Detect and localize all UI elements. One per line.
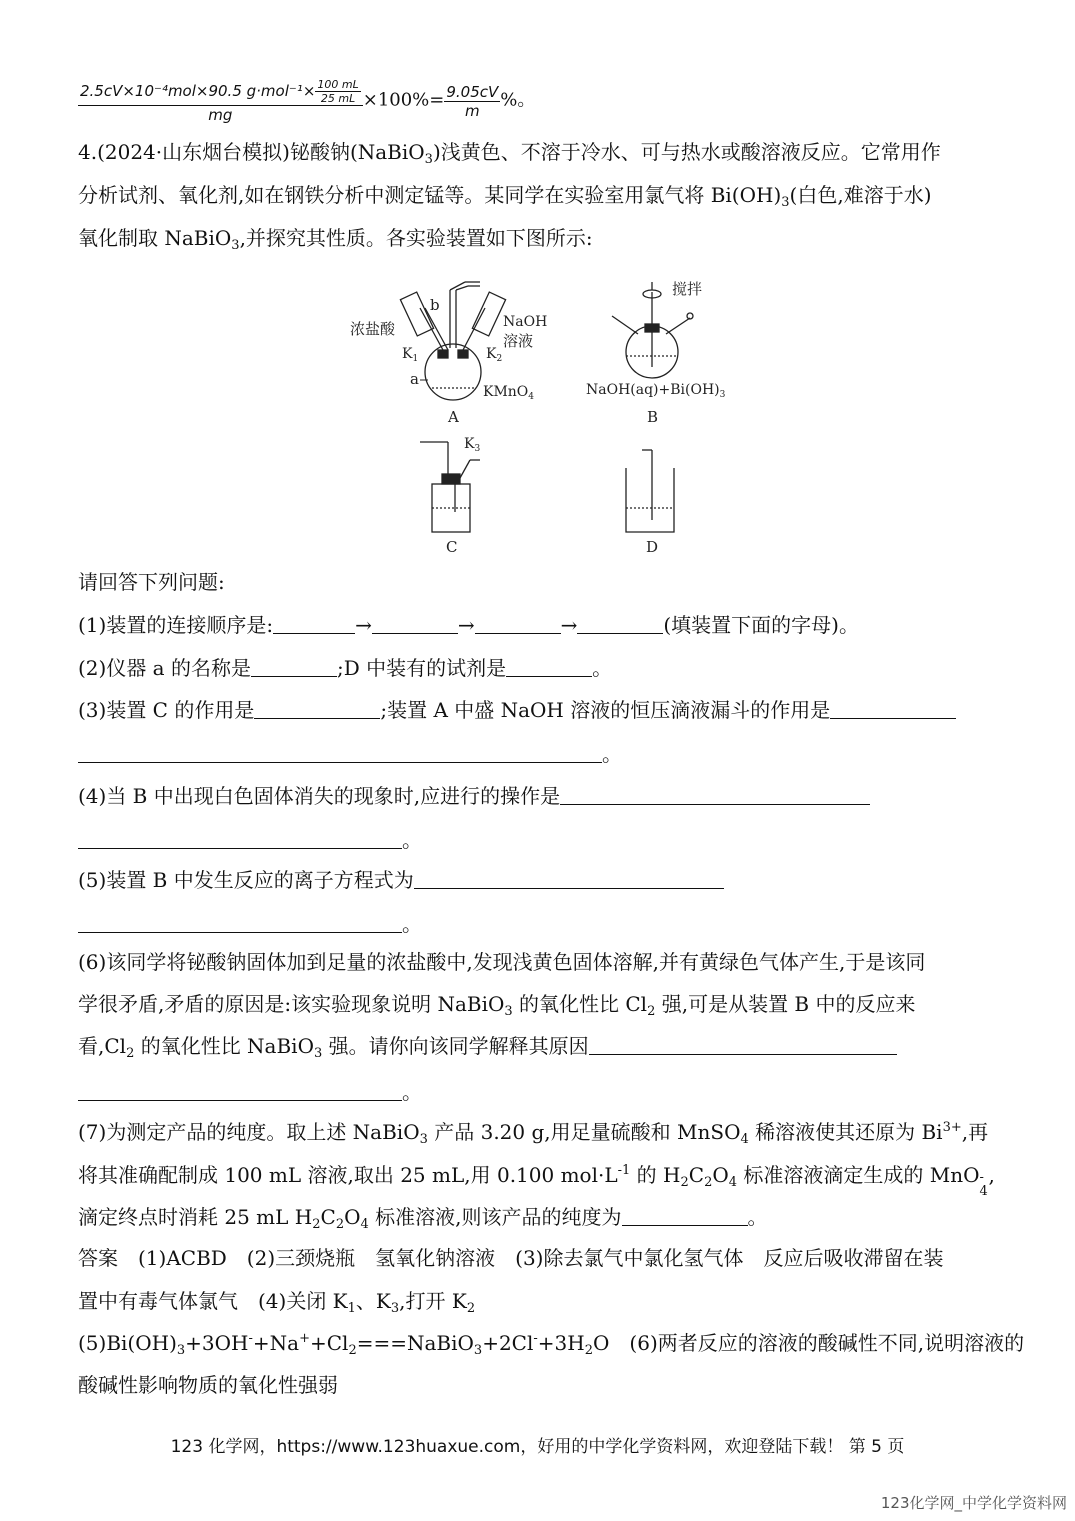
answer-blank[interactable] xyxy=(273,613,355,634)
answer-blank[interactable] xyxy=(560,784,870,805)
answer-blank[interactable] xyxy=(506,656,592,677)
question-3-cont: 。 xyxy=(78,740,622,768)
answer-blank[interactable] xyxy=(78,1080,402,1101)
label-b-mixture: $NaOH(aq)+Bi(OH)_3$ xyxy=(586,382,726,400)
answer-blank[interactable] xyxy=(251,656,337,677)
question-1: (1)装置的连接顺序是: → → → (填装置下面的字母)。 xyxy=(78,613,859,637)
label-k1: $K_1$ xyxy=(402,346,419,364)
answer-blank[interactable] xyxy=(414,868,724,889)
answer-line-2: 置中有毒气体氯气 (4)关闭 $K_1$、$K_3$,打开 $K_2$ xyxy=(78,1289,476,1316)
answer-blank[interactable] xyxy=(589,1034,897,1055)
label-a: a xyxy=(410,370,419,388)
label-naoh: NaOH xyxy=(503,314,548,330)
label-conc-hcl: 浓盐酸 xyxy=(350,320,396,338)
answer-blank[interactable] xyxy=(254,698,380,719)
question-5: (5)装置 B 中发生反应的离子方程式为 xyxy=(78,866,724,894)
question-7-line-2: 将其准确配制成 100 mL 溶液,取出 25 mL,用 0.100 $mol\cdot L^{-1}$ 的 $H_2C_2O_4$ 标准溶液滴定生成的 MnO - 4 , xyxy=(78,1163,995,1199)
question-7-line-1: (7)为测定产品的纯度。取上述 NaBiO$_3$ 产品 3.20 g,用足量硫酸和 MnSO$_4$ 稀溶液使其还原为 $Bi^{3+}$,再 xyxy=(78,1120,989,1147)
apparatus-c xyxy=(420,442,480,532)
label-k3: $K_3$ xyxy=(464,436,481,454)
label-b: b xyxy=(430,296,440,314)
label-D: D xyxy=(646,538,659,556)
answer-line-4: 酸碱性影响物质的氧化性强弱 xyxy=(78,1373,338,1397)
label-kmno4: KMnO$_4$ xyxy=(483,384,535,402)
apparatus-d xyxy=(626,450,674,532)
purity-formula: 2.5cV×10⁻⁴mol×90.5 g·mol⁻¹× $\frac{100 mL}{25 mL}$ mg ×100%= $\frac{9.05cV}{m}$ %。 xyxy=(80,78,536,124)
q4-line-1: 4.(2024·山东烟台模拟)铋酸钠(NaBiO$_3$)浅黄色、不溶于冷水、可与热水或酸溶液反应。它常用作 xyxy=(78,140,941,167)
question-5-cont: 。 xyxy=(78,910,422,938)
label-A: A xyxy=(448,408,459,426)
question-2: (2)仪器 a 的名称是 ;D 中装有的试剂是 。 xyxy=(78,656,613,680)
label-B: B xyxy=(647,408,659,426)
answer-blank[interactable] xyxy=(372,613,458,634)
answer-blank[interactable] xyxy=(78,742,602,763)
question-4-cont: 。 xyxy=(78,826,422,854)
apparatus-figure xyxy=(340,272,740,562)
q4-line-3: 氧化制取 NaBiO$_3$,并探究其性质。各实验装置如下图所示: xyxy=(78,226,593,253)
questions-intro: 请回答下列问题: xyxy=(78,570,225,594)
question-7-line-3: 滴定终点时消耗 25 mL $H_2C_2O_4$ 标准溶液,则该产品的纯度为 。 xyxy=(78,1205,768,1232)
question-3: (3)装置 C 的作用是 ;装置 A 中盛 NaOH 溶液的恒压滴液漏斗的作用是 xyxy=(78,696,956,724)
answer-line-1: 答案 (1)ACBD (2)三颈烧瓶 氢氧化钠溶液 (3)除去氯气中氯化氢气体 反应后吸收滞留在装 xyxy=(78,1246,944,1270)
answer-blank[interactable] xyxy=(475,613,561,634)
label-stir: 搅拌 xyxy=(672,280,703,298)
answer-blank[interactable] xyxy=(577,613,663,634)
label-solution: 溶液 xyxy=(503,332,534,350)
question-6-cont: 。 xyxy=(78,1078,422,1106)
watermark: 123化学网_中学化学资料网 xyxy=(880,1494,1067,1512)
label-C: C xyxy=(446,538,458,556)
question-6-line-1: (6)该同学将铋酸钠固体加到足量的浓盐酸中,发现浅黄色固体溶解,并有黄绿色气体产生,于是该同 xyxy=(78,950,926,974)
page-footer: 123 化学网，https://www.123huaxue.com，好用的中学化学资料网，欢迎登陆下载！ 第 5 页 xyxy=(170,1437,905,1457)
question-6-line-3: 看$,Cl_2$ 的氧化性比 NaBiO$_3$ 强。请你向该同学解释其原因 xyxy=(78,1032,897,1060)
answer-blank[interactable] xyxy=(830,698,956,719)
answer-blank[interactable] xyxy=(78,912,402,933)
q4-line-2: 分析试剂、氧化剂,如在钢铁分析中测定锰等。某同学在实验室用氯气将 $Bi(OH)_3$(白色,难溶于水) xyxy=(78,183,932,210)
answer-line-3: $(5)Bi(OH)_3+3OH^-+Na^++Cl_2===NaBiO_3+2Cl^-+3H_2O$ (6)两者反应的溶液的酸碱性不同,说明溶液的 xyxy=(78,1331,1025,1358)
question-6-line-2: 学很矛盾,矛盾的原因是:该实验现象说明 NaBiO$_3$ 的氧化性比 $Cl_2$ 强,可是从装置 B 中的反应来 xyxy=(78,992,916,1019)
answer-blank[interactable] xyxy=(78,828,402,849)
answer-blank[interactable] xyxy=(622,1205,748,1226)
label-k2: $K_2$ xyxy=(486,346,503,364)
question-4: (4)当 B 中出现白色固体消失的现象时,应进行的操作是 xyxy=(78,782,870,810)
